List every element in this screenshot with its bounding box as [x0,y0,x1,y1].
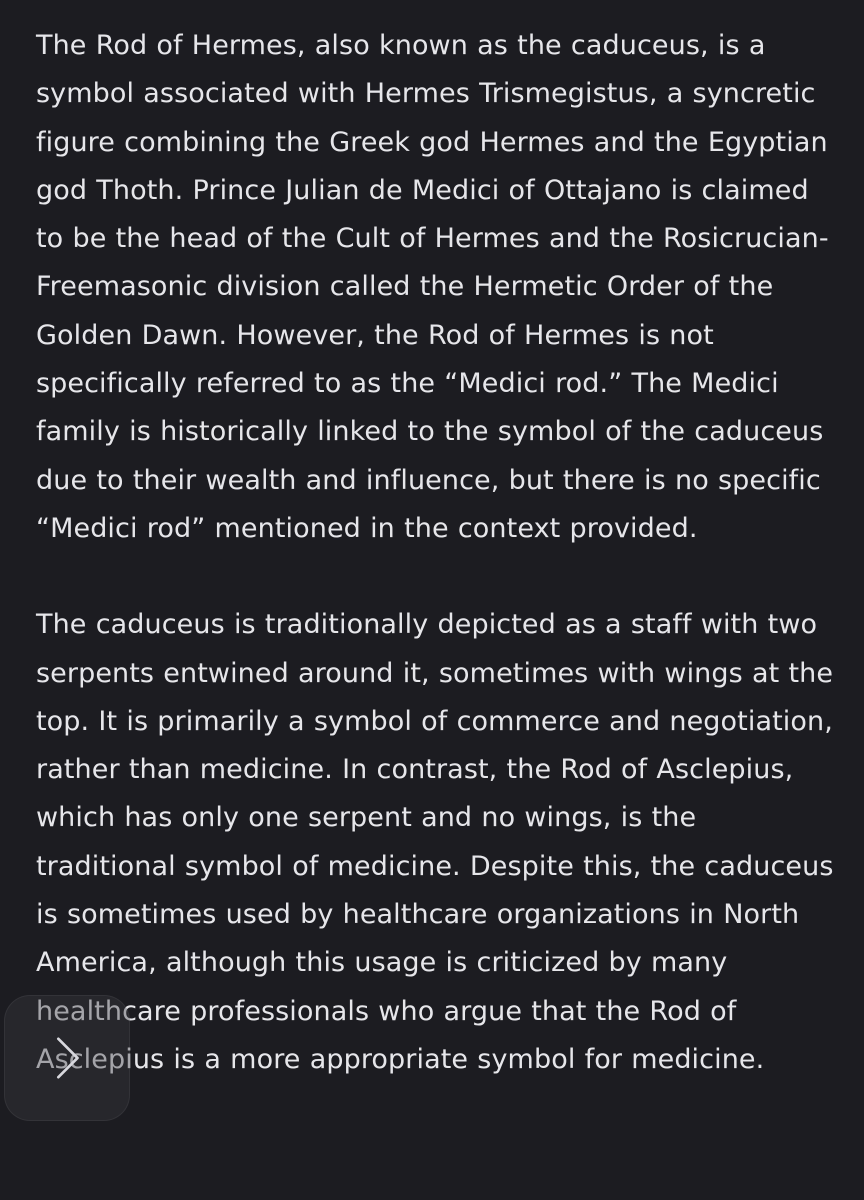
paragraph-1: The Rod of Hermes, also known as the caduceus, is a symbol associated with Hermes Trismegistus, a syncretic figure combining the Greek god Hermes and the Egyptian god Thoth. Prince Julian de Medici of Ottajano is claimed to be the head of the Cult of Hermes and the Rosicrucian-Freemasonic division called the Hermetic Order of the Golden Dawn. However, the Rod of Hermes is not specifically referred to as the “Medici rod.” The Medici family is historically linked to the symbol of the caduceus due to their wealth and influence, but there is no specific “Medici rod” mentioned in the context provided. [36,30,829,544]
paragraph-2: The caduceus is traditionally depicted as a staff with two serpents entwined around it, sometimes with wings at the top. It is primarily a symbol of commerce and negotiation, rather than medicine. In contrast, the Rod of Asclepius, which has only one serpent and no wings, is the traditional symbol of medicine. Despite this, the caduceus is sometimes used by healthcare organizations in North America, although this usage is criticized by many healthcare professionals who argue that the Rod of Asclepius is a more appropriate symbol for medicine. [36,609,834,1075]
response-text [36,22,836,1084]
next-button[interactable] [4,995,130,1121]
chevron-right-icon [43,1035,89,1081]
